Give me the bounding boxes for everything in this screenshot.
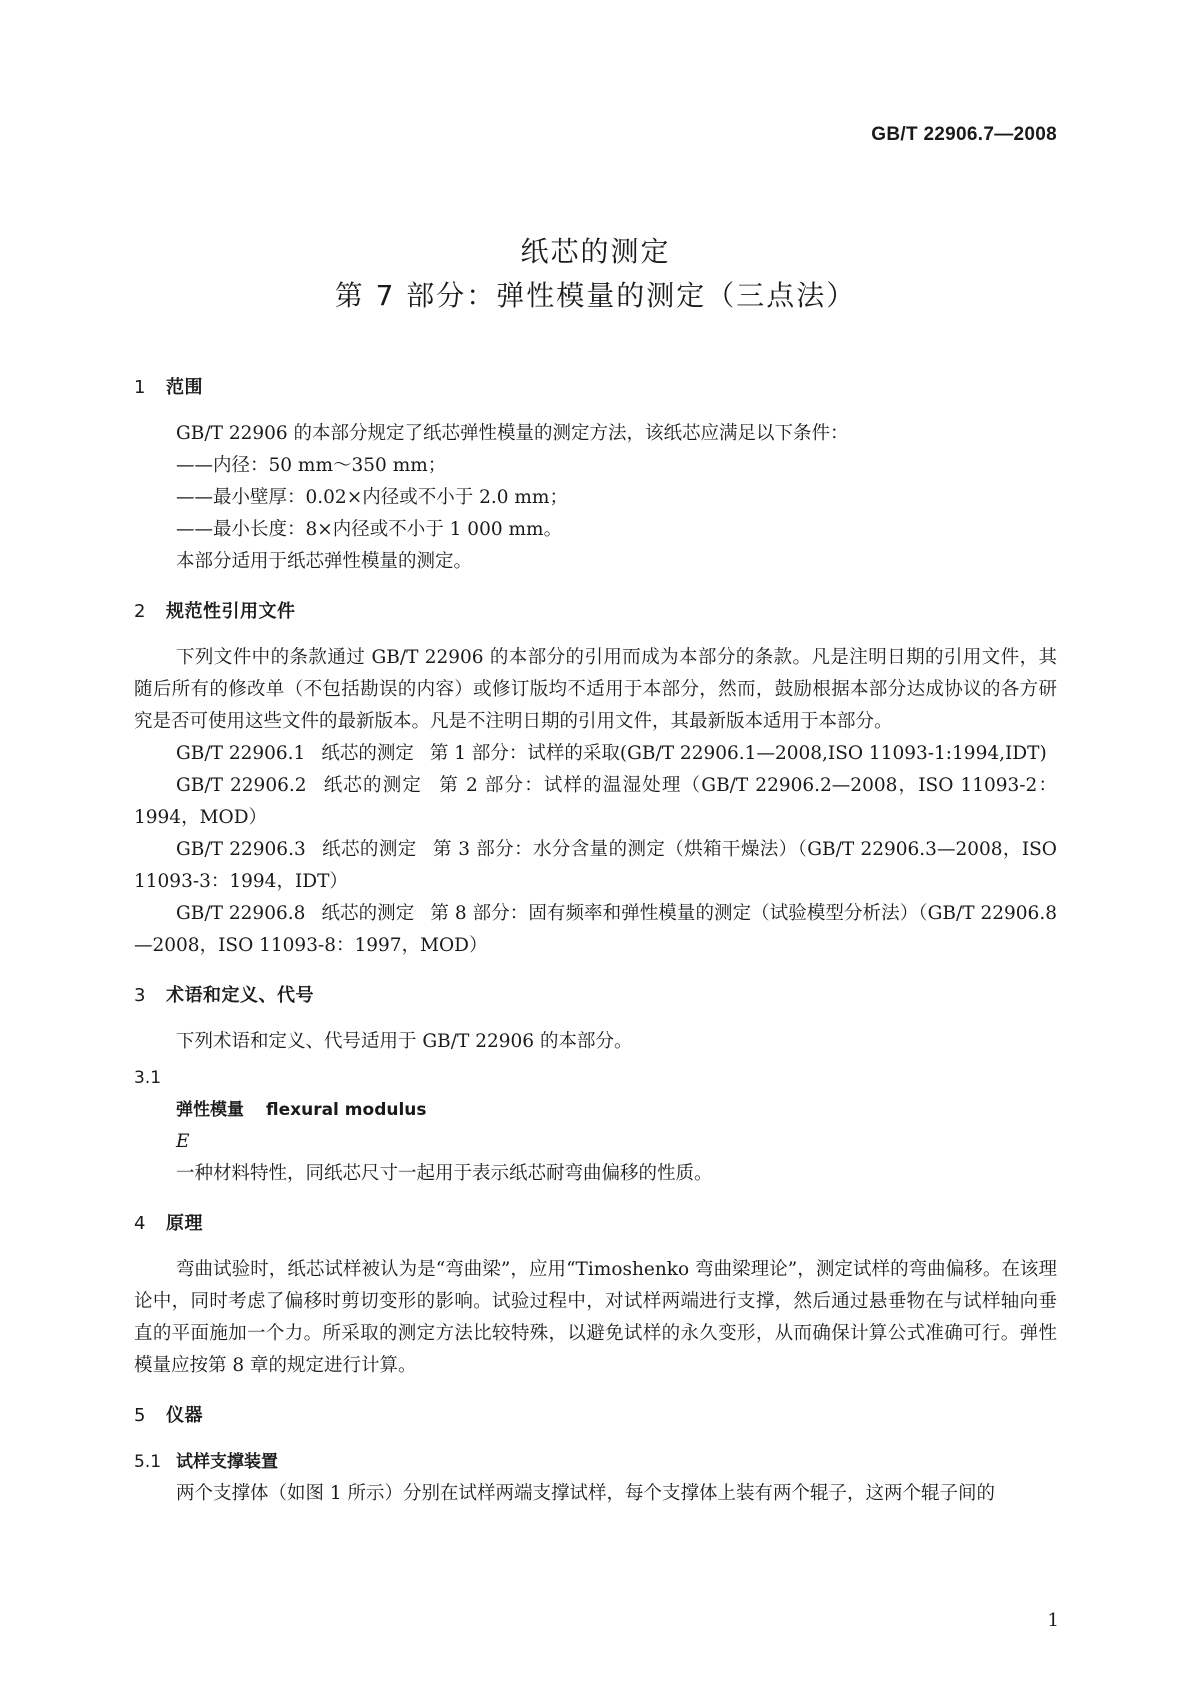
reference-part: 第 2 部分：试样的温湿处理（GB/T 22906.2—2008，ISO 11093-2：1994，MOD）: [134, 775, 1057, 828]
section-title: 范围: [166, 377, 203, 398]
standard-number: GB/T 22906.7—2008: [871, 124, 1057, 145]
reference-title: 纸芯的测定: [321, 743, 414, 764]
reference-code: GB/T 22906.1: [176, 743, 306, 764]
section-heading-normative-references: [134, 596, 1057, 628]
reference-title: 纸芯的测定: [321, 839, 417, 860]
section-title: 规范性引用文件: [166, 601, 296, 622]
section-title: 原理: [166, 1213, 203, 1234]
term-english: flexural modulus: [266, 1100, 427, 1120]
reference-item: [134, 738, 1057, 770]
term-definition: 一种材料特性，同纸芯尺寸一起用于表示纸芯耐弯曲偏移的性质。: [176, 1163, 713, 1184]
reference-code: GB/T 22906.2: [176, 775, 307, 796]
terms-intro: 下列术语和定义、代号适用于 GB/T 22906 的本部分。: [176, 1031, 633, 1052]
subsection-number: 5.1: [134, 1452, 162, 1472]
term-symbol: E: [176, 1131, 190, 1152]
document-body: [134, 372, 1057, 1510]
scope-condition-1: ——内径：50 mm～350 mm；: [176, 455, 447, 476]
apparatus-text: 两个支撑体（如图 1 所示）分别在试样两端支撑试样，每个支撑体上装有两个辊子，这两个辊子间的: [176, 1483, 996, 1504]
section-heading-scope: [134, 372, 1057, 404]
reference-code: GB/T 22906.3: [176, 839, 306, 860]
subsection-title: 试样支撑装置: [176, 1452, 278, 1472]
principle-text: 弯曲试验时，纸芯试样被认为是“弯曲梁”，应用“Timoshenko 弯曲梁理论”，测定试样的弯曲偏移。在该理论中，同时考虑了偏移时剪切变形的影响。试验过程中，对试样两端进行支撑，然后通过悬垂物在与试样轴向垂直的平面施加一个力。所采取的测定方法比较特殊，以避免试样的永久变形，从而确保计算公式准确可行。弹性模量应按第 8 章的规定进行计算。: [134, 1259, 1057, 1376]
subsection-heading: [134, 1446, 1057, 1478]
page-number: 1: [1047, 1610, 1059, 1631]
scope-intro: GB/T 22906 的本部分规定了纸芯弹性模量的测定方法，该纸芯应满足以下条件：: [176, 423, 849, 444]
term-entry: [134, 1094, 1057, 1126]
section-number: 2: [134, 601, 146, 622]
document-title: 纸芯的测定: [520, 235, 671, 268]
section-heading-terms: [134, 980, 1057, 1012]
scope-condition-2: ——最小壁厚：0.02×内径或不小于 2.0 mm；: [176, 487, 568, 508]
section-number: 4: [134, 1213, 146, 1234]
references-intro: 下列文件中的条款通过 GB/T 22906 的本部分的引用而成为本部分的条款。凡是注明日期的引用文件，其随后所有的修改单（不包括勘误的内容）或修订版均不适用于本部分，然而，鼓励根据本部分达成协议的各方研究是否可使用这些文件的最新版本。凡是不注明日期的引用文件，其最新版本适用于本部分。: [134, 647, 1057, 732]
reference-item: [134, 770, 1057, 834]
scope-applicability: 本部分适用于纸芯弹性模量的测定。: [176, 551, 473, 572]
clause-number: 3.1: [134, 1068, 162, 1088]
section-number: 5: [134, 1405, 146, 1426]
reference-item: [134, 898, 1057, 962]
reference-item: [134, 834, 1057, 898]
document-subtitle: 第 7 部分：弹性模量的测定（三点法）: [334, 279, 857, 312]
reference-part: 第 1 部分：试样的采取(GB/T 22906.1—2008,ISO 11093-1:1994,IDT): [429, 743, 1047, 764]
term-chinese: 弹性模量: [176, 1100, 244, 1120]
section-title: 仪器: [166, 1405, 203, 1426]
reference-code: GB/T 22906.8: [176, 903, 306, 924]
reference-title: 纸芯的测定: [321, 903, 415, 924]
section-heading-principle: [134, 1208, 1057, 1240]
reference-part: 第 3 部分：水分含量的测定（烘箱干燥法）（GB/T 22906.3—2008，ISO 11093-3：1994，IDT）: [134, 839, 1057, 892]
section-number: 3: [134, 985, 146, 1006]
reference-title: 纸芯的测定: [322, 775, 423, 796]
section-number: 1: [134, 377, 146, 398]
section-heading-apparatus: [134, 1400, 1057, 1432]
reference-part: 第 8 部分：固有频率和弹性模量的测定（试验模型分析法）（GB/T 22906.8—2008，ISO 11093-8：1997，MOD）: [134, 903, 1057, 956]
scope-condition-3: ——最小长度：8×内径或不小于 1 000 mm。: [176, 519, 563, 540]
section-title: 术语和定义、代号: [166, 985, 314, 1006]
